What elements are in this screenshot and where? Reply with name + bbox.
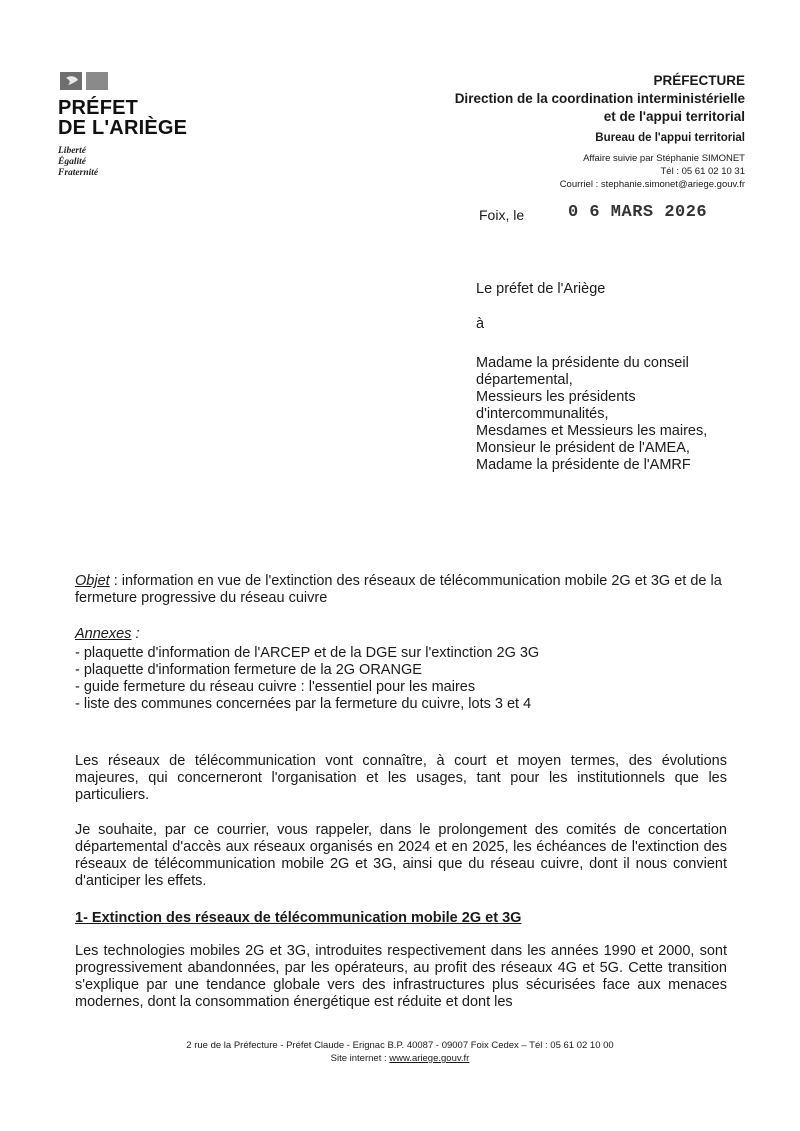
- prefet-logo: [58, 70, 198, 179]
- annexes-colon: :: [131, 626, 140, 642]
- recipient-line: Madame la présidente du conseil: [476, 355, 689, 371]
- logo-title: [58, 98, 198, 138]
- logo-title-line1: PRÉFET: [58, 97, 139, 119]
- recipient-line: Messieurs les présidents: [476, 389, 636, 405]
- motto-liberte: Liberté: [58, 146, 86, 156]
- annexes-label: Annexes: [75, 626, 132, 642]
- direction-line1: Direction de la coordination interministérielle: [454, 91, 745, 106]
- contact-email: Courriel : stephanie.simonet@ariege.gouv.fr: [559, 179, 745, 190]
- object-label: Objet: [75, 573, 110, 589]
- motto-egalite: Égalité: [58, 157, 86, 167]
- contact-tel: Tél : 05 61 02 10 31: [660, 166, 745, 177]
- footer-site: [0, 1052, 800, 1065]
- annexes-block: [75, 626, 727, 713]
- recipient-line: Monsieur le président de l'AMEA,: [476, 440, 690, 456]
- affaire-suivie: Affaire suivie par Stéphanie SIMONET: [583, 153, 745, 164]
- recipient-line: Mesdames et Messieurs les maires,: [476, 423, 708, 439]
- section-1-paragraph: Les technologies mobiles 2G et 3G, introduites respectivement dans les années 1990 et 2000, sont progressivement abandonnées, par les opérateurs, au profit des réseaux 4G et 5G. Cette transition s'explique par une tendance globale vers des infrastructures plus sécurisées face aux menaces modernes, dont la consommation énergétique est réduite et dont les: [75, 943, 727, 1010]
- footer-site-link[interactable]: www.ariege.gouv.fr: [389, 1053, 470, 1064]
- page-footer: [0, 1039, 800, 1065]
- prefecture-heading: PRÉFECTURE: [653, 73, 745, 88]
- footer-site-label: Site internet :: [330, 1053, 390, 1064]
- recipient-list: [476, 355, 776, 474]
- recipient-line: d'intercommunalités,: [476, 406, 609, 422]
- marianne-flag-icon: [60, 70, 110, 92]
- direction-line2: et de l'appui territorial: [603, 109, 745, 124]
- republic-motto: [58, 146, 198, 179]
- letter-body: [75, 573, 727, 1011]
- recipient-line: Madame la présidente de l'AMRF: [476, 457, 691, 473]
- footer-address: 2 rue de la Préfecture - Préfet Claude - Erignac B.P. 40087 - 09007 Foix Cedex – Tél : 05 61 02 10 00: [186, 1040, 614, 1051]
- body-paragraph-2: Je souhaite, par ce courrier, vous rappeler, dans le prolongement des comités de concertation départemental d'accès aux réseaux organisés en 2024 et en 2025, les échéances de l'extinction des réseaux de télécommunication mobile 2G et 3G, ainsi que du réseau cuivre, dont il nous convient d'anticiper les effets.: [75, 822, 727, 889]
- date-stamp: 0 6 MARS 2026: [568, 203, 708, 222]
- date-place: Foix, le: [479, 207, 525, 223]
- bureau-name: Bureau de l'appui territorial: [595, 132, 745, 144]
- sender-line: Le préfet de l'Ariège: [476, 281, 606, 297]
- recipients-block: [476, 281, 776, 474]
- annex-item: - liste des communes concernées par la fermeture du cuivre, lots 3 et 4: [75, 696, 532, 712]
- object-paragraph: [75, 573, 727, 607]
- to-line: à: [476, 316, 485, 332]
- logo-title-line2: DE L'ARIÈGE: [58, 117, 188, 139]
- annex-list: [75, 645, 727, 713]
- annex-item: - plaquette d'information de l'ARCEP et de la DGE sur l'extinction 2G 3G: [75, 645, 540, 661]
- annex-item: - plaquette d'information fermeture de la 2G ORANGE: [75, 662, 422, 678]
- letterhead: [385, 70, 745, 191]
- recipient-line: départemental,: [476, 372, 573, 388]
- object-text: : information en vue de l'extinction des réseaux de télécommunication mobile 2G et 3G et de la fermeture progressive du réseau cuivre: [75, 573, 722, 606]
- annex-item: - guide fermeture du réseau cuivre : l'essentiel pour les maires: [75, 679, 476, 695]
- contact-block: [385, 152, 745, 191]
- motto-fraternite: Fraternité: [58, 168, 99, 178]
- section-1-title: 1- Extinction des réseaux de télécommunication mobile 2G et 3G: [75, 910, 522, 926]
- body-paragraph-1: Les réseaux de télécommunication vont connaître, à court et moyen termes, des évolutions majeures, qui concerneront l'organisation et les usages, tant pour les institutionnels que les particuliers.: [75, 753, 727, 803]
